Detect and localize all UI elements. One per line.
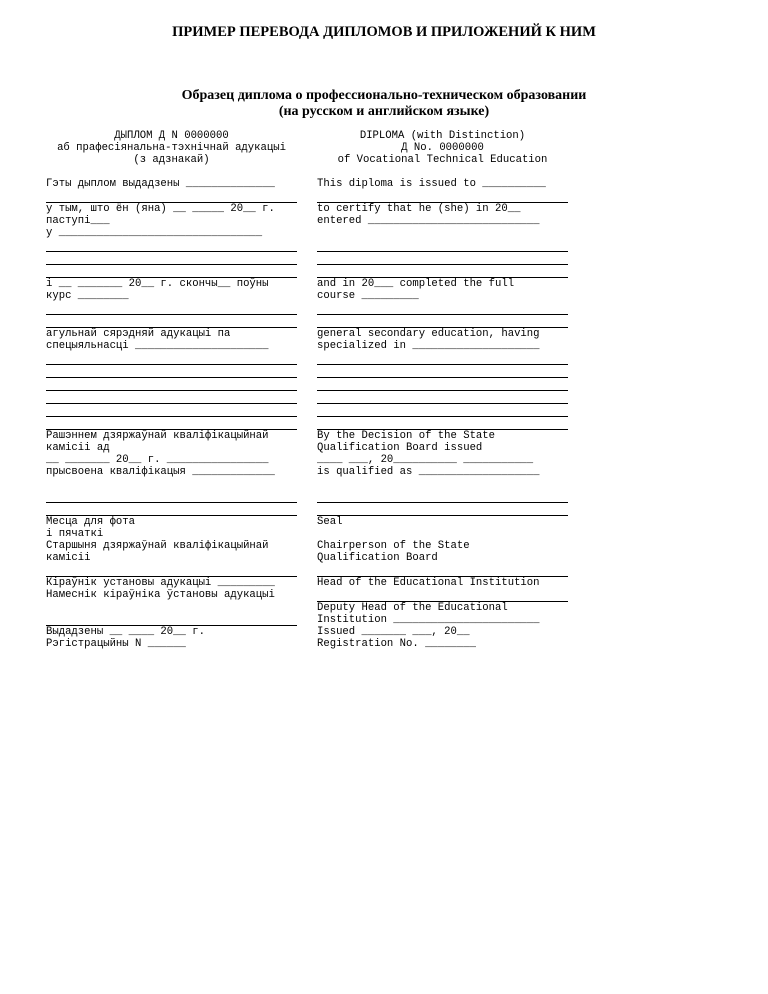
left-line: Месца для фота [46, 516, 136, 528]
left-line: у тым, што ён (яна) __ _____ 20__ г. [46, 203, 275, 215]
right-line [317, 352, 568, 365]
right-line [317, 404, 568, 417]
right-line: Chairperson of the State [317, 540, 470, 552]
left-line: і __ _______ 20__ г. скончы__ поўны [46, 278, 269, 290]
right-line: Institution _______________________ [317, 614, 540, 626]
right-line [317, 239, 568, 252]
right-line: course _________ [317, 290, 419, 302]
left-line [46, 613, 297, 626]
right-line [317, 528, 568, 540]
right-line [317, 378, 568, 391]
right-line: Qualification Board [317, 552, 438, 564]
left-line: курс ________ [46, 290, 129, 302]
left-line [46, 378, 297, 391]
left-line: Гэты дыплом выдадзены ______________ [46, 178, 275, 190]
left-line [46, 564, 297, 577]
right-line [317, 315, 568, 328]
left-line [46, 601, 297, 613]
right-line: This diploma is issued to __________ [317, 178, 546, 190]
right-line: Head of the Educational Institution [317, 577, 540, 589]
right-line: Issued _______ ___, 20__ [317, 626, 470, 638]
left-line [46, 365, 297, 378]
left-line [46, 352, 297, 365]
right-line [317, 417, 568, 430]
right-line: general secondary education, having [317, 328, 540, 340]
left-line: спецыяльнасці _____________________ [46, 340, 269, 352]
sample-title-line: Образец диплома о профессионально-техническом образовании [181, 88, 587, 103]
left-line [46, 490, 297, 503]
right-line: ____ ___, 20__________ ___________ [317, 454, 534, 466]
right-line: to certify that he (she) in 20__ [317, 203, 521, 215]
left-line: аб прафесіянальна-тэхнічнай адукацыі [57, 142, 286, 154]
left-line [46, 239, 297, 252]
left-line: Намеснік кіраўніка ўстановы адукацыі [46, 589, 275, 601]
right-line [317, 490, 568, 503]
right-line: Registration No. ________ [317, 638, 476, 650]
right-line [317, 365, 568, 378]
left-line [46, 315, 297, 328]
right-line [317, 478, 568, 490]
right-line [317, 302, 568, 315]
right-line: DIPLOMA (with Distinction) [359, 130, 526, 142]
left-line: Рашэннем дзяржаўнай кваліфікацыйнай [46, 430, 269, 442]
left-line: агульнай сярэдняй адукацыі па [46, 328, 231, 340]
left-line: Старшыня дзяржаўнай кваліфікацыйнай [46, 540, 269, 552]
left-line [46, 478, 297, 490]
left-line: паступі___ [46, 215, 110, 227]
belarusian-column [46, 130, 297, 650]
right-line: entered ___________________________ [317, 215, 540, 227]
left-line [46, 503, 297, 516]
left-line [46, 252, 297, 265]
right-line: By the Decision of the State [317, 430, 496, 442]
left-line [46, 166, 297, 178]
left-line: ДЫПЛОМ Д N 0000000 [114, 130, 229, 142]
left-line: камісіі ад [46, 442, 110, 454]
right-line [317, 227, 568, 239]
left-line [46, 417, 297, 430]
right-line [317, 391, 568, 404]
left-line [46, 391, 297, 404]
right-line [317, 589, 568, 602]
left-line: Выдадзены __ ____ 20__ г. [46, 626, 205, 638]
right-line [317, 564, 568, 577]
sample-title-line: (на русском и английском языке) [278, 104, 490, 119]
left-line: Рэгістрацыйны N ______ [46, 638, 186, 650]
left-line: у ________________________________ [46, 227, 263, 239]
document-title: ПРИМЕР ПЕРЕВОДА ДИПЛОМОВ И ПРИЛОЖЕНИЙ К НИМ [172, 24, 596, 40]
left-line [46, 404, 297, 417]
right-line [317, 190, 568, 203]
left-line: і пячаткі [46, 528, 104, 540]
right-line: Deputy Head of the Educational [317, 602, 508, 614]
right-line: Seal [317, 516, 343, 528]
left-line [46, 265, 297, 278]
left-line: камісіі [46, 552, 91, 564]
right-line: is qualified as ___________________ [317, 466, 540, 478]
right-line: Д No. 0000000 [401, 142, 484, 154]
right-line: and in 20___ completed the full [317, 278, 515, 290]
right-line [317, 166, 568, 178]
right-line: of Vocational Technical Education [337, 154, 548, 166]
right-line [317, 503, 568, 516]
english-column [317, 130, 568, 650]
left-line [46, 302, 297, 315]
left-line [46, 190, 297, 203]
right-line: Qualification Board issued [317, 442, 483, 454]
right-line: specialized in ____________________ [317, 340, 540, 352]
left-line: __ _______ 20__ г. ________________ [46, 454, 269, 466]
left-line: Кіраўнік установы адукацыі _________ [46, 577, 275, 589]
left-line: прысвоена кваліфікацыя _____________ [46, 466, 275, 478]
sample-title [0, 88, 768, 120]
right-line [317, 252, 568, 265]
right-line [317, 265, 568, 278]
left-line: (з адзнакай) [133, 154, 210, 166]
